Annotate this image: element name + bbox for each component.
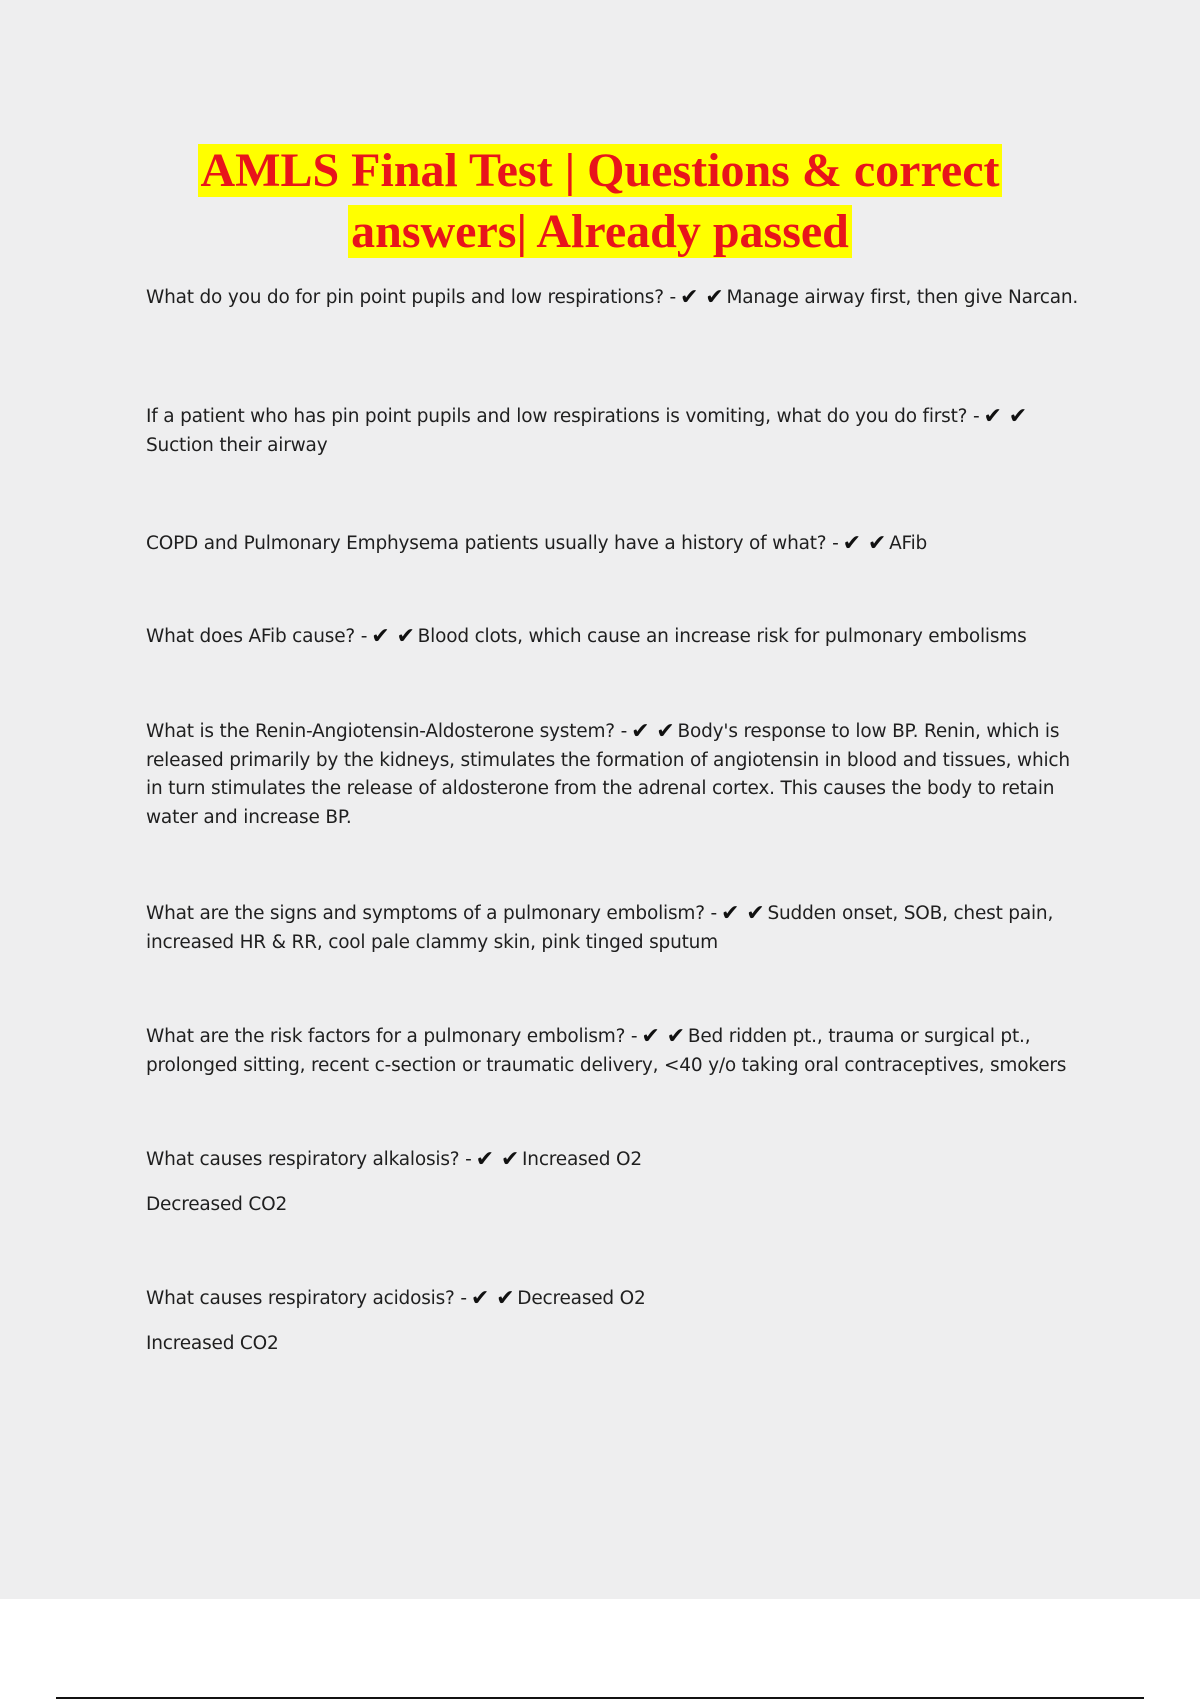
check-icon: ✔ bbox=[721, 901, 740, 926]
check-icon: ✔ bbox=[470, 1286, 490, 1311]
title-line-1: AMLS Final Test | Questions & correct bbox=[198, 144, 1003, 197]
check-icon: ✔ bbox=[371, 624, 390, 649]
answer-text: Manage airway first, then give Narcan. bbox=[726, 287, 1079, 308]
check-icon: ✔ bbox=[679, 285, 699, 310]
check-icon: ✔ bbox=[396, 624, 415, 649]
check-icon: ✔ bbox=[475, 1147, 494, 1172]
check-icon: ✔ bbox=[496, 1286, 515, 1311]
check-icon: ✔ bbox=[983, 404, 1002, 429]
check-icon: ✔ bbox=[631, 719, 650, 744]
title-line-2: answers| Already passed bbox=[348, 205, 852, 258]
qa-item-1 bbox=[146, 284, 1081, 313]
question-text: What is the Renin-Angiotensin-Aldosterone system? - bbox=[146, 721, 628, 742]
check-icon: ✔ bbox=[641, 1024, 660, 1049]
question-text: What does AFib cause? - bbox=[146, 626, 368, 647]
answer-extra-text: Decreased CO2 bbox=[146, 1193, 288, 1215]
footer-rule bbox=[56, 1697, 1144, 1699]
check-icon: ✔ bbox=[666, 1024, 685, 1049]
question-text: If a patient who has pin point pupils and low respirations is vomiting, what do you do first? - bbox=[146, 406, 980, 427]
question-text: What are the signs and symptoms of a pulmonary embolism? - bbox=[146, 903, 717, 924]
answer-extra-text: Increased CO2 bbox=[146, 1332, 279, 1354]
check-icon: ✔ bbox=[867, 531, 887, 556]
check-icon: ✔ bbox=[1008, 404, 1027, 429]
question-text: What do you do for pin point pupils and low respirations? - bbox=[146, 287, 676, 308]
answer-text: Body's response to low BP. Renin, which is released primarily by the kidneys, stimulates the formation of angiotensin in blood and tissues, which in turn stimulates the release of aldosterone from the adrenal cortex. This causes the body to retain water and increase BP. bbox=[146, 721, 1070, 828]
check-icon: ✔ bbox=[746, 901, 765, 926]
question-text: What causes respiratory alkalosis? - bbox=[146, 1149, 472, 1170]
question-text: COPD and Pulmonary Emphysema patients usually have a history of what? - bbox=[146, 533, 839, 554]
qa-item-9 bbox=[146, 1285, 1081, 1358]
answer-text: AFib bbox=[889, 533, 928, 554]
qa-item-6 bbox=[146, 900, 1081, 957]
answer-text: Sudden onset, SOB, chest pain, increased HR & RR, cool pale clammy skin, pink tinged sputum bbox=[146, 903, 1054, 953]
qa-item-5 bbox=[146, 718, 1081, 832]
qa-item-2 bbox=[146, 403, 1081, 460]
qa-item-4 bbox=[146, 623, 1081, 652]
answer-text: Decreased O2 bbox=[517, 1288, 646, 1309]
check-icon: ✔ bbox=[842, 531, 861, 556]
answer-text: Suction their airway bbox=[146, 434, 328, 456]
qa-item-3 bbox=[146, 530, 1081, 559]
check-icon: ✔ bbox=[500, 1147, 520, 1172]
check-icon: ✔ bbox=[656, 719, 675, 744]
answer-text: Increased O2 bbox=[522, 1149, 642, 1170]
question-text: What causes respiratory acidosis? - bbox=[146, 1288, 467, 1309]
check-icon: ✔ bbox=[705, 285, 724, 310]
qa-item-7 bbox=[146, 1023, 1081, 1080]
document-title bbox=[0, 140, 1200, 262]
qa-item-8 bbox=[146, 1146, 1081, 1219]
answer-text: Bed ridden pt., trauma or surgical pt., prolonged sitting, recent c-section or traumatic delivery, <40 y/o taking oral contraceptives, smokers bbox=[146, 1026, 1067, 1076]
answer-text: Blood clots, which cause an increase risk for pulmonary embolisms bbox=[417, 626, 1027, 647]
question-text: What are the risk factors for a pulmonary embolism? - bbox=[146, 1026, 638, 1047]
